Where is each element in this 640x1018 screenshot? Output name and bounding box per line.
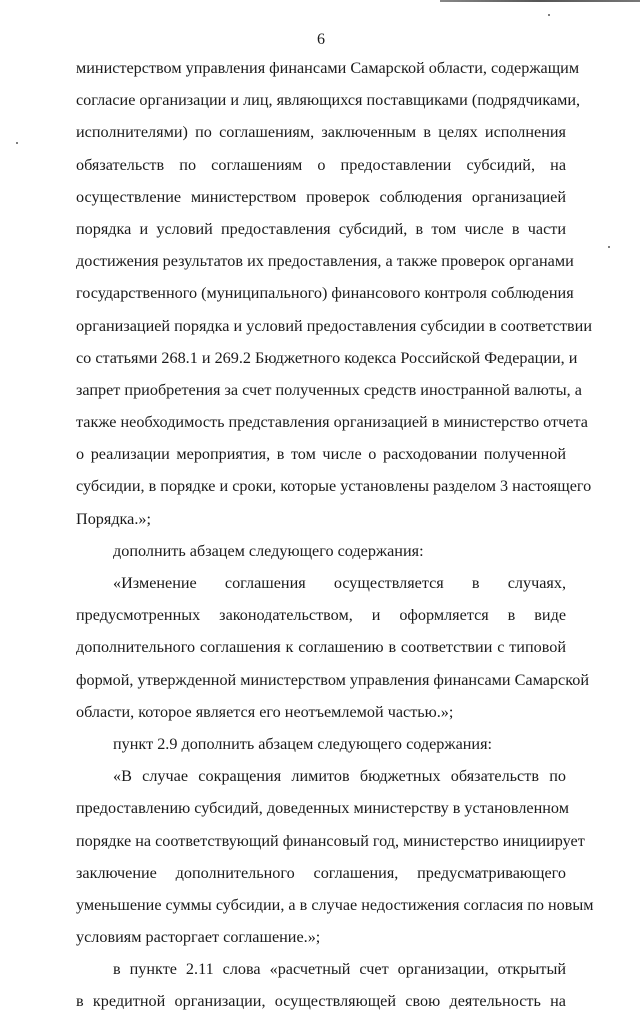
text-line: области, которое является его неотъемлемой частью.»; [76,702,454,721]
text-line: исполнителями) по соглашениям, заключенным в целях исполнения [76,123,566,142]
text-line: уменьшение суммы субсидии, а в случае недостижения согласия по новым [76,895,594,914]
text-line: обязательств по соглашениям о предоставлении субсидий, на [76,155,566,174]
text-line: достижения результатов их предоставления, а также проверок органами [76,252,574,271]
text-line: со статьями 268.1 и 269.2 Бюджетного кодекса Российской Федерации, и [76,348,578,367]
text-line: организацией порядка и условий предоставления субсидии в соответствии [76,316,593,335]
scan-speck [16,142,18,144]
text-line: предоставлению субсидий, доведенных министерству в установленном [76,799,569,818]
text-line: дополнительного соглашения к соглашению в соответствии с типовой [76,638,566,657]
document-body [76,52,594,1018]
text-line: порядке на соответствующий финансовый год, министерство инициирует [76,831,585,850]
scan-speck [548,14,550,16]
text-line: осуществление министерством проверок соблюдения организацией [76,187,566,206]
text-line: «Изменение соглашения осуществляется в случаях, [113,574,566,592]
scan-speck [608,246,610,248]
text-line: Порядка.»; [76,509,152,528]
text-line: также необходимость представления организацией в министерство отчета [76,413,588,432]
scan-edge-artifact [440,0,640,2]
text-line: предусмотренных законодательством, и оформляется в виде [76,606,566,625]
text-line: о реализации мероприятия, в том числе о расходовании полученной [76,445,566,464]
text-line: формой, утвержденной министерством управления финансами Самарской [76,670,589,689]
text-line: согласие организации и лиц, являющихся поставщиками (подрядчиками, [76,91,581,110]
text-line: порядка и условий предоставления субсидий, в том числе в части [76,219,566,238]
text-line: дополнить абзацем следующего содержания: [113,541,424,560]
text-line: в пункте 2.11 слова «расчетный счет организации, открытый [113,960,566,979]
text-line: условиям расторгает соглашение.»; [76,928,321,947]
text-line: пункт 2.9 дополнить абзацем следующего содержания: [113,734,493,753]
page-number: 6 [317,31,325,48]
text-line: государственного (муниципального) финансового контроля соблюдения [76,284,574,303]
text-line: субсидии, в порядке и сроки, которые установлены разделом 3 настоящего [76,477,592,496]
text-line: заключение дополнительного соглашения, предусматривающего [76,863,566,882]
document-page [76,28,594,1018]
text-line: «В случае сокращения лимитов бюджетных обязательств по [113,767,566,786]
text-line: министерством управления финансами Самарской области, содержащим [76,59,580,77]
text-line: запрет приобретения за счет полученных средств иностранной валюты, а [76,380,582,399]
text-line: в кредитной организации, осуществляющей свою деятельность на [76,992,566,1011]
